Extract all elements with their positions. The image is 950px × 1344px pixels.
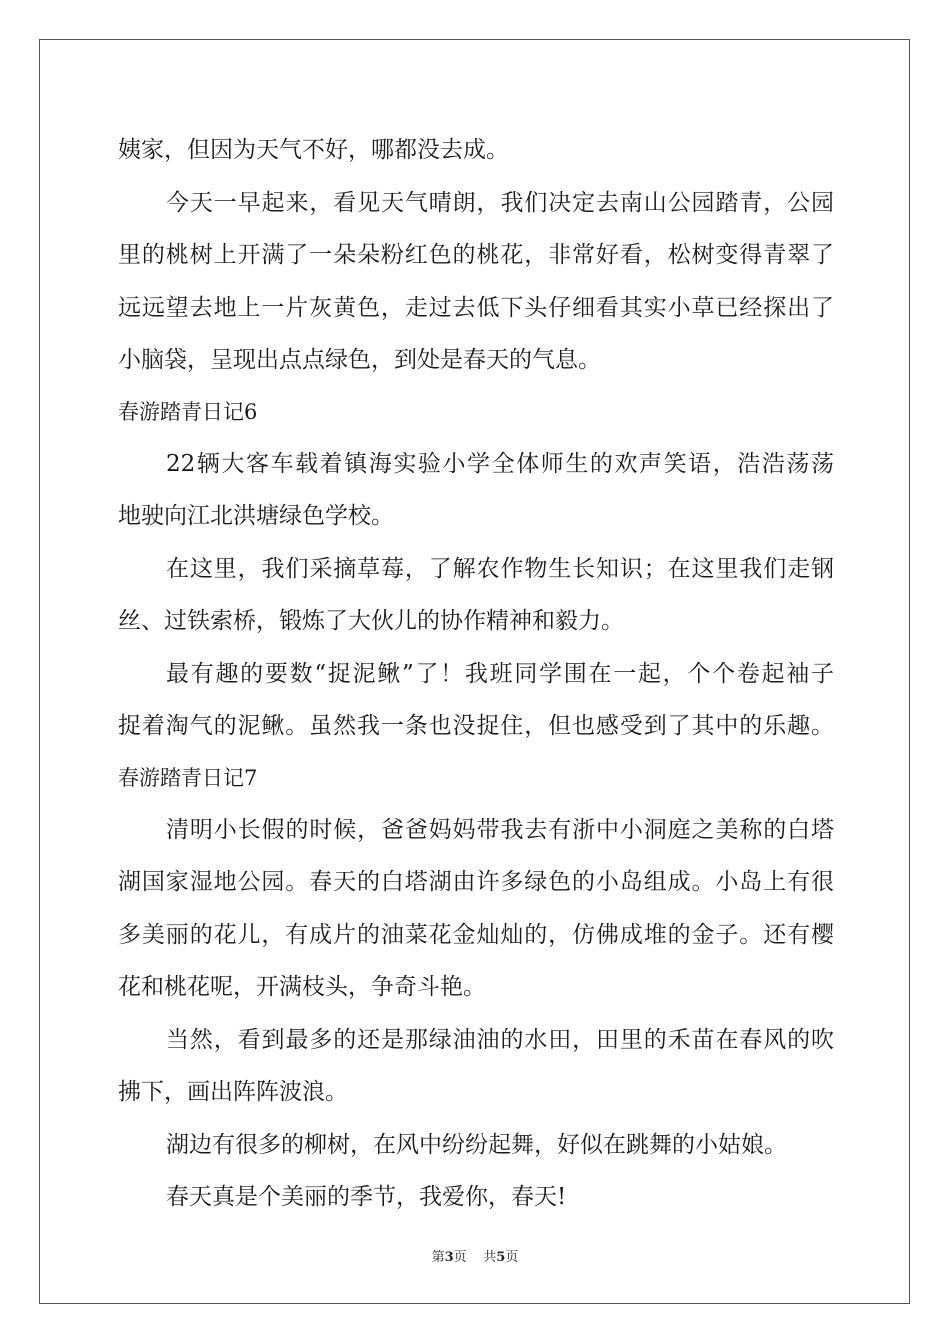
paragraph-line: 春天真是个美丽的季节，我爱你，春天! [166,1184,567,1210]
document-body [118,124,834,1224]
paragraph-line: 花和桃花呢，开满枝头，争奇斗艳。 [118,974,486,1000]
paragraph-line: 地驶向江北洪塘绿色学校。 [118,503,394,529]
paragraph-line: 当然，看到最多的还是那绿油油的水田，田里的禾苗在春风的吹 [166,1026,834,1053]
paragraph-line: 姨家，但因为天气不好，哪都没去成。 [118,137,509,163]
paragraph-line: 拂下，画出阵阵波浪。 [118,1079,348,1105]
paragraph-line: 丝、过铁索桥，锻炼了大伙儿的协作精神和毅力。 [118,608,624,634]
paragraph-line: 最有趣的要数“捉泥鳅”了！我班同学围在一起，个个卷起袖子 [166,660,834,687]
section-heading: 春游踏青日记7 [118,765,258,790]
paragraph-line: 里的桃树上开满了一朵朵粉红色的桃花，非常好看，松树变得青翠了 [118,242,834,268]
total-label-suffix: 页 [505,1250,519,1265]
section-heading: 春游踏青日记6 [118,399,258,424]
paragraph-line: 22辆大客车载着镇海实验小学全体师生的欢声笑语，浩浩荡荡 [166,450,834,477]
paragraph-line: 湖国家湿地公园。春天的白塔湖由许多绿色的小岛组成。小岛上有很 [118,869,834,895]
paragraph-line: 多美丽的花儿，有成片的油菜花金灿灿的，仿佛成堆的金子。还有樱 [118,921,834,948]
total-pages: 5 [496,1250,506,1265]
page-number: 3 [444,1250,454,1265]
page-label-suffix: 页 [453,1250,467,1265]
paragraph-line: 小脑袋，呈现出点点绿色，到处是春天的气息。 [118,347,601,373]
paragraph-line: 在这里，我们采摘草莓，了解农作物生长知识；在这里我们走钢 [166,555,834,582]
page-label-prefix: 第 [431,1250,445,1265]
paragraph-line: 捉着淘气的泥鳅。虽然我一条也没捉住，但也感受到了其中的乐趣。 [118,713,834,739]
paragraph-line: 湖边有很多的柳树，在风中纷纷起舞，好似在跳舞的小姑娘。 [166,1131,787,1158]
paragraph-line: 远远望去地上一片灰黄色，走过去低下头仔细看其实小草已经探出了 [118,294,834,321]
total-label-prefix: 共 [483,1250,497,1265]
page-footer [0,1246,950,1265]
paragraph-line: 清明小长假的时候，爸爸妈妈带我去有浙中小洞庭之美称的白塔 [166,816,834,843]
paragraph-line: 今天一早起来，看见天气晴朗，我们决定去南山公园踏青，公园 [166,189,834,216]
